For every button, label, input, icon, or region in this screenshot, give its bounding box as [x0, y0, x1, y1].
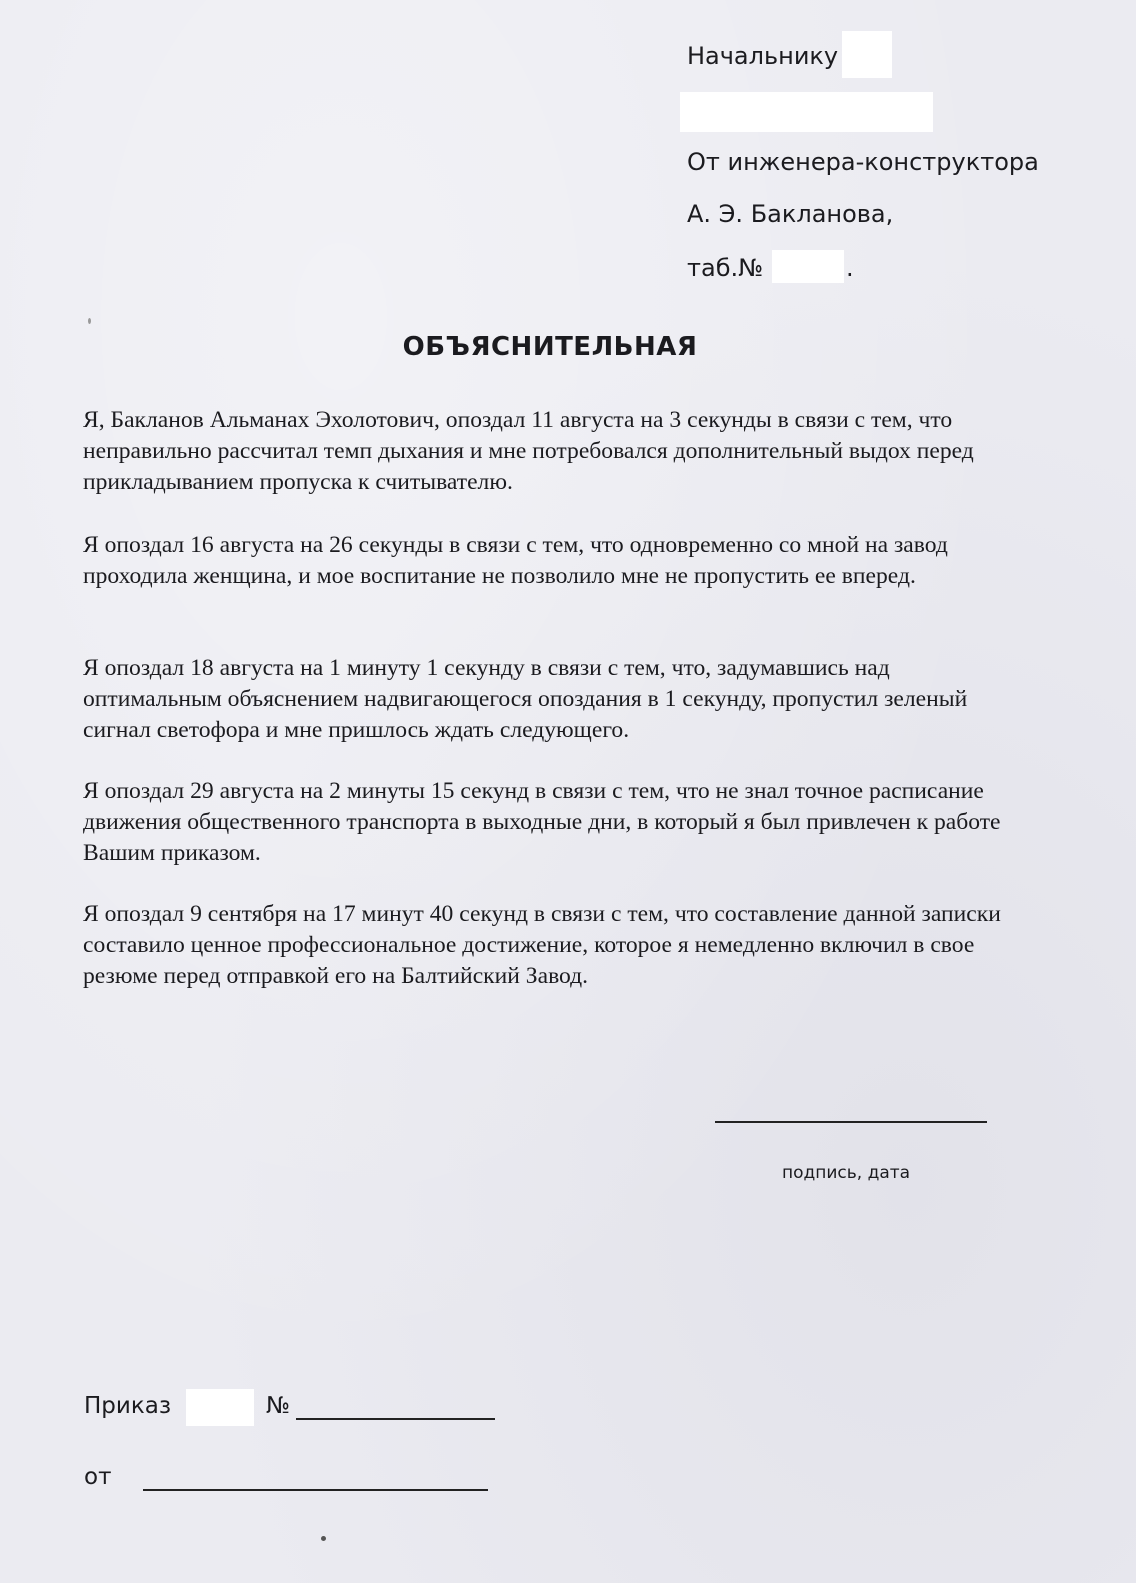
tab-number-label: таб.№ [687, 254, 764, 282]
order-label: Приказ [84, 1393, 172, 1419]
scan-speck [321, 1536, 326, 1541]
paragraph-2: Я опоздал 16 августа на 26 секунды в связи с тем, что одновременно со мной на завод проходила женщина, и мое воспитание не позволило мне не пропустить ее вперед. [83, 532, 948, 589]
order-number-label: № [266, 1393, 290, 1419]
order-number-line [296, 1418, 495, 1420]
sender-name: А. Э. Бакланова, [687, 200, 894, 228]
redacted-tab-number [772, 250, 844, 283]
scan-speck [88, 318, 91, 324]
redacted-order-field [186, 1389, 254, 1426]
redacted-recipient-name [680, 92, 933, 132]
tab-number-suffix: . [846, 254, 854, 282]
order-date-label: от [84, 1464, 112, 1490]
paragraph-5: Я опоздал 9 сентября на 17 минут 40 секунд в связи с тем, что составление данной записки составило ценное профессиональное достижение, которое я немедленно включил в свое резюме перед отправкой его на Балтийский Завод. [83, 901, 1001, 989]
signature-line [715, 1121, 987, 1123]
document-title: ОБЪЯСНИТЕЛЬНАЯ [402, 332, 698, 362]
sender-position: От инженера-конструктора [687, 148, 1039, 176]
order-date-line [143, 1489, 488, 1491]
signature-label: подпись, дата [782, 1163, 911, 1183]
paragraph-4: Я опоздал 29 августа на 2 минуты 15 секунд в связи с тем, что не знал точное расписание движения общественного транспорта в выходные дни, в который я был привлечен к работе Вашим приказом. [83, 778, 1001, 866]
redacted-recipient-position [842, 31, 892, 78]
paragraph-1: Я, Бакланов Альманах Эхолотович, опоздал 11 августа на 3 секунды в связи с тем, что неправильно рассчитал темп дыхания и мне потребовался дополнительный выдох перед прикладыванием пропуска к считывателю. [83, 407, 974, 495]
paragraph-3: Я опоздал 18 августа на 1 минуту 1 секунду в связи с тем, что, задумавшись над оптимальным объяснением надвигающегося опоздания в 1 секунду, пропустил зеленый сигнал светофора и мне пришлось ждать следующего. [83, 655, 968, 743]
recipient-label: Начальнику [687, 42, 839, 70]
